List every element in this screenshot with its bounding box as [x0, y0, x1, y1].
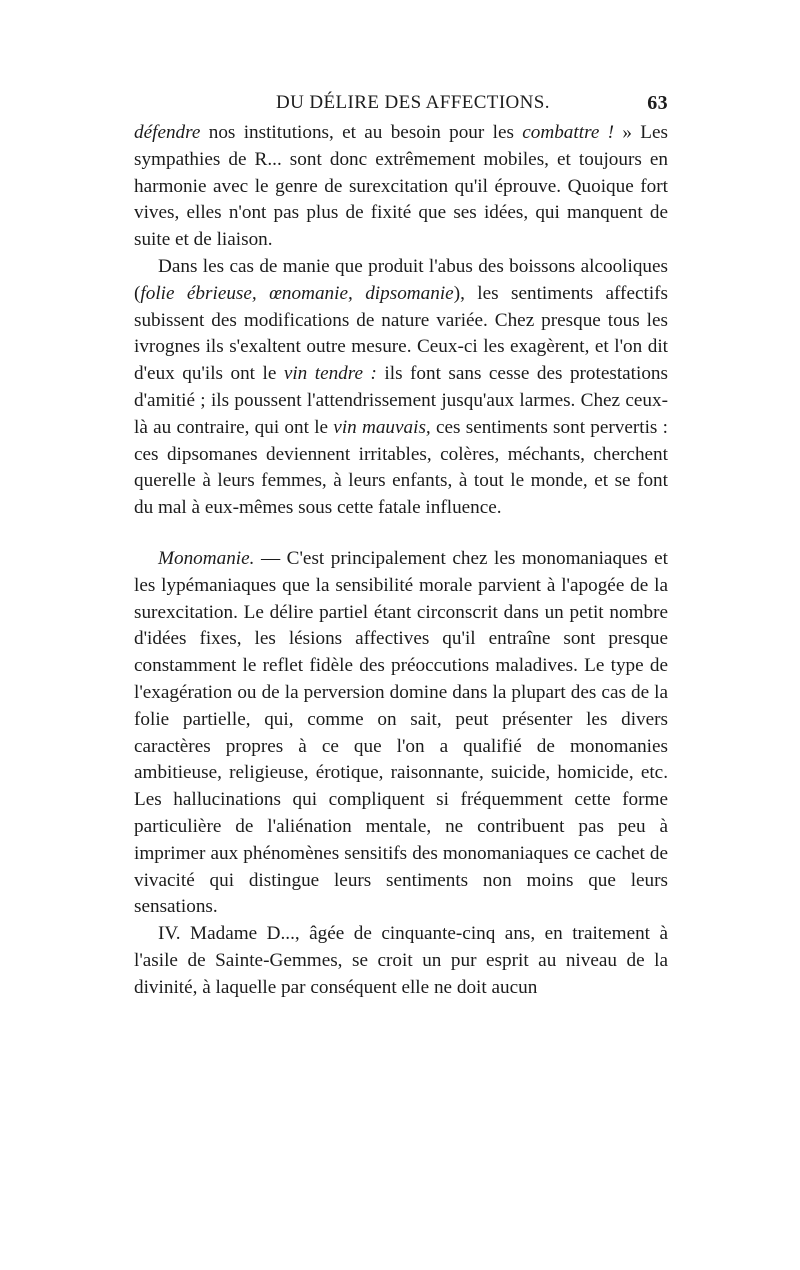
- text-run: ces sentiments sont pervertis : ces dipsomanes deviennent irritables, colères, méchants, cherchent querelle à leurs femmes, à leurs enfants, à tout le monde, et se font du mal à eux-mêmes sous cette fatale influence.: [134, 416, 668, 519]
- running-title: DU DÉLIRE DES AFFECTIONS.: [276, 92, 550, 113]
- text-run: Dans les cas de manie que produit l'abus des boissons alcooliques (: [134, 255, 668, 304]
- text-run-italic: folie ébrieuse, œnomanie, dipsomanie: [140, 282, 454, 304]
- text-run: nos institutions, et au besoin pour les: [200, 122, 523, 143]
- text-run-italic: vin mauvais,: [333, 416, 431, 438]
- text-run: — C'est principalement chez les monomaniaques et les lypémaniaques que la sensibilité morale parvient à l'apogée de la surexcitation. Le délire partiel étant circonscrit dans un petit nombre d'idées fixes, les lésions affectives qu'il entraîne sont presque constamment le reflet fidèle des préoccutions maladives. Le type de l'exagération ou de la perversion domine dans la plupart des cas de la folie partielle, qui, comme on sait, peut présenter les divers caractères propres à ce que l'on a qualifié de monomanies ambitieuse, religieuse, érotique, raisonnante, suicide, homicide, etc. Les hallucinations qui compliquent si fréquemment cette forme particulière de l'aliénation mentale, ne contribuent pas peu à imprimer aux phénomènes sensitifs des monomaniaques ce cachet de vivacité qui distingue leurs sentiments non moins que leurs sensations.: [134, 547, 668, 918]
- book-page: [134, 92, 668, 1002]
- paragraph-continuation: [134, 120, 668, 254]
- section-heading-monomanie: Monomanie.: [158, 547, 255, 569]
- text-run-italic: défendre: [134, 122, 201, 143]
- paragraph-monomania: [134, 546, 668, 921]
- text-run: ), les sentiments affectifs subissent des modifications de nature variée. Chez presque tous les ivrognes ils s'exaltent outre mesure. Ceux-ci les exagèrent, et l'on dit d'eux qu'ils ont le: [134, 282, 669, 385]
- text-run: » Les sympathies de R... sont donc extrêmement mobiles, et toujours en harmonie avec le genre de surexcitation qu'il éprouve. Quoique fort vives, elles n'ont pas plus de fixité que ses idées, qui manquent de suite et de liaison.: [134, 122, 668, 251]
- text-run-italic: vin tendre :: [283, 363, 377, 385]
- paragraph-alcoholic-mania: [134, 254, 668, 522]
- text-run: ils font sans cesse des protestations d'amitié ; ils poussent l'attendrissement jusqu'aux larmes. Chez ceux-là au contraire, qui ont le: [134, 363, 668, 438]
- page-number: 63: [647, 92, 668, 114]
- text-run: IV. Madame D..., âgée de cinquante-cinq ans, en traitement à l'asile de Sainte-Gemmes, se croit un pur esprit au niveau de la divinité, à laquelle par conséquent elle ne doit aucun: [134, 923, 668, 998]
- running-head: [134, 92, 668, 120]
- paragraph-case-iv: [134, 921, 668, 1001]
- text-run-italic: combattre !: [522, 122, 615, 143]
